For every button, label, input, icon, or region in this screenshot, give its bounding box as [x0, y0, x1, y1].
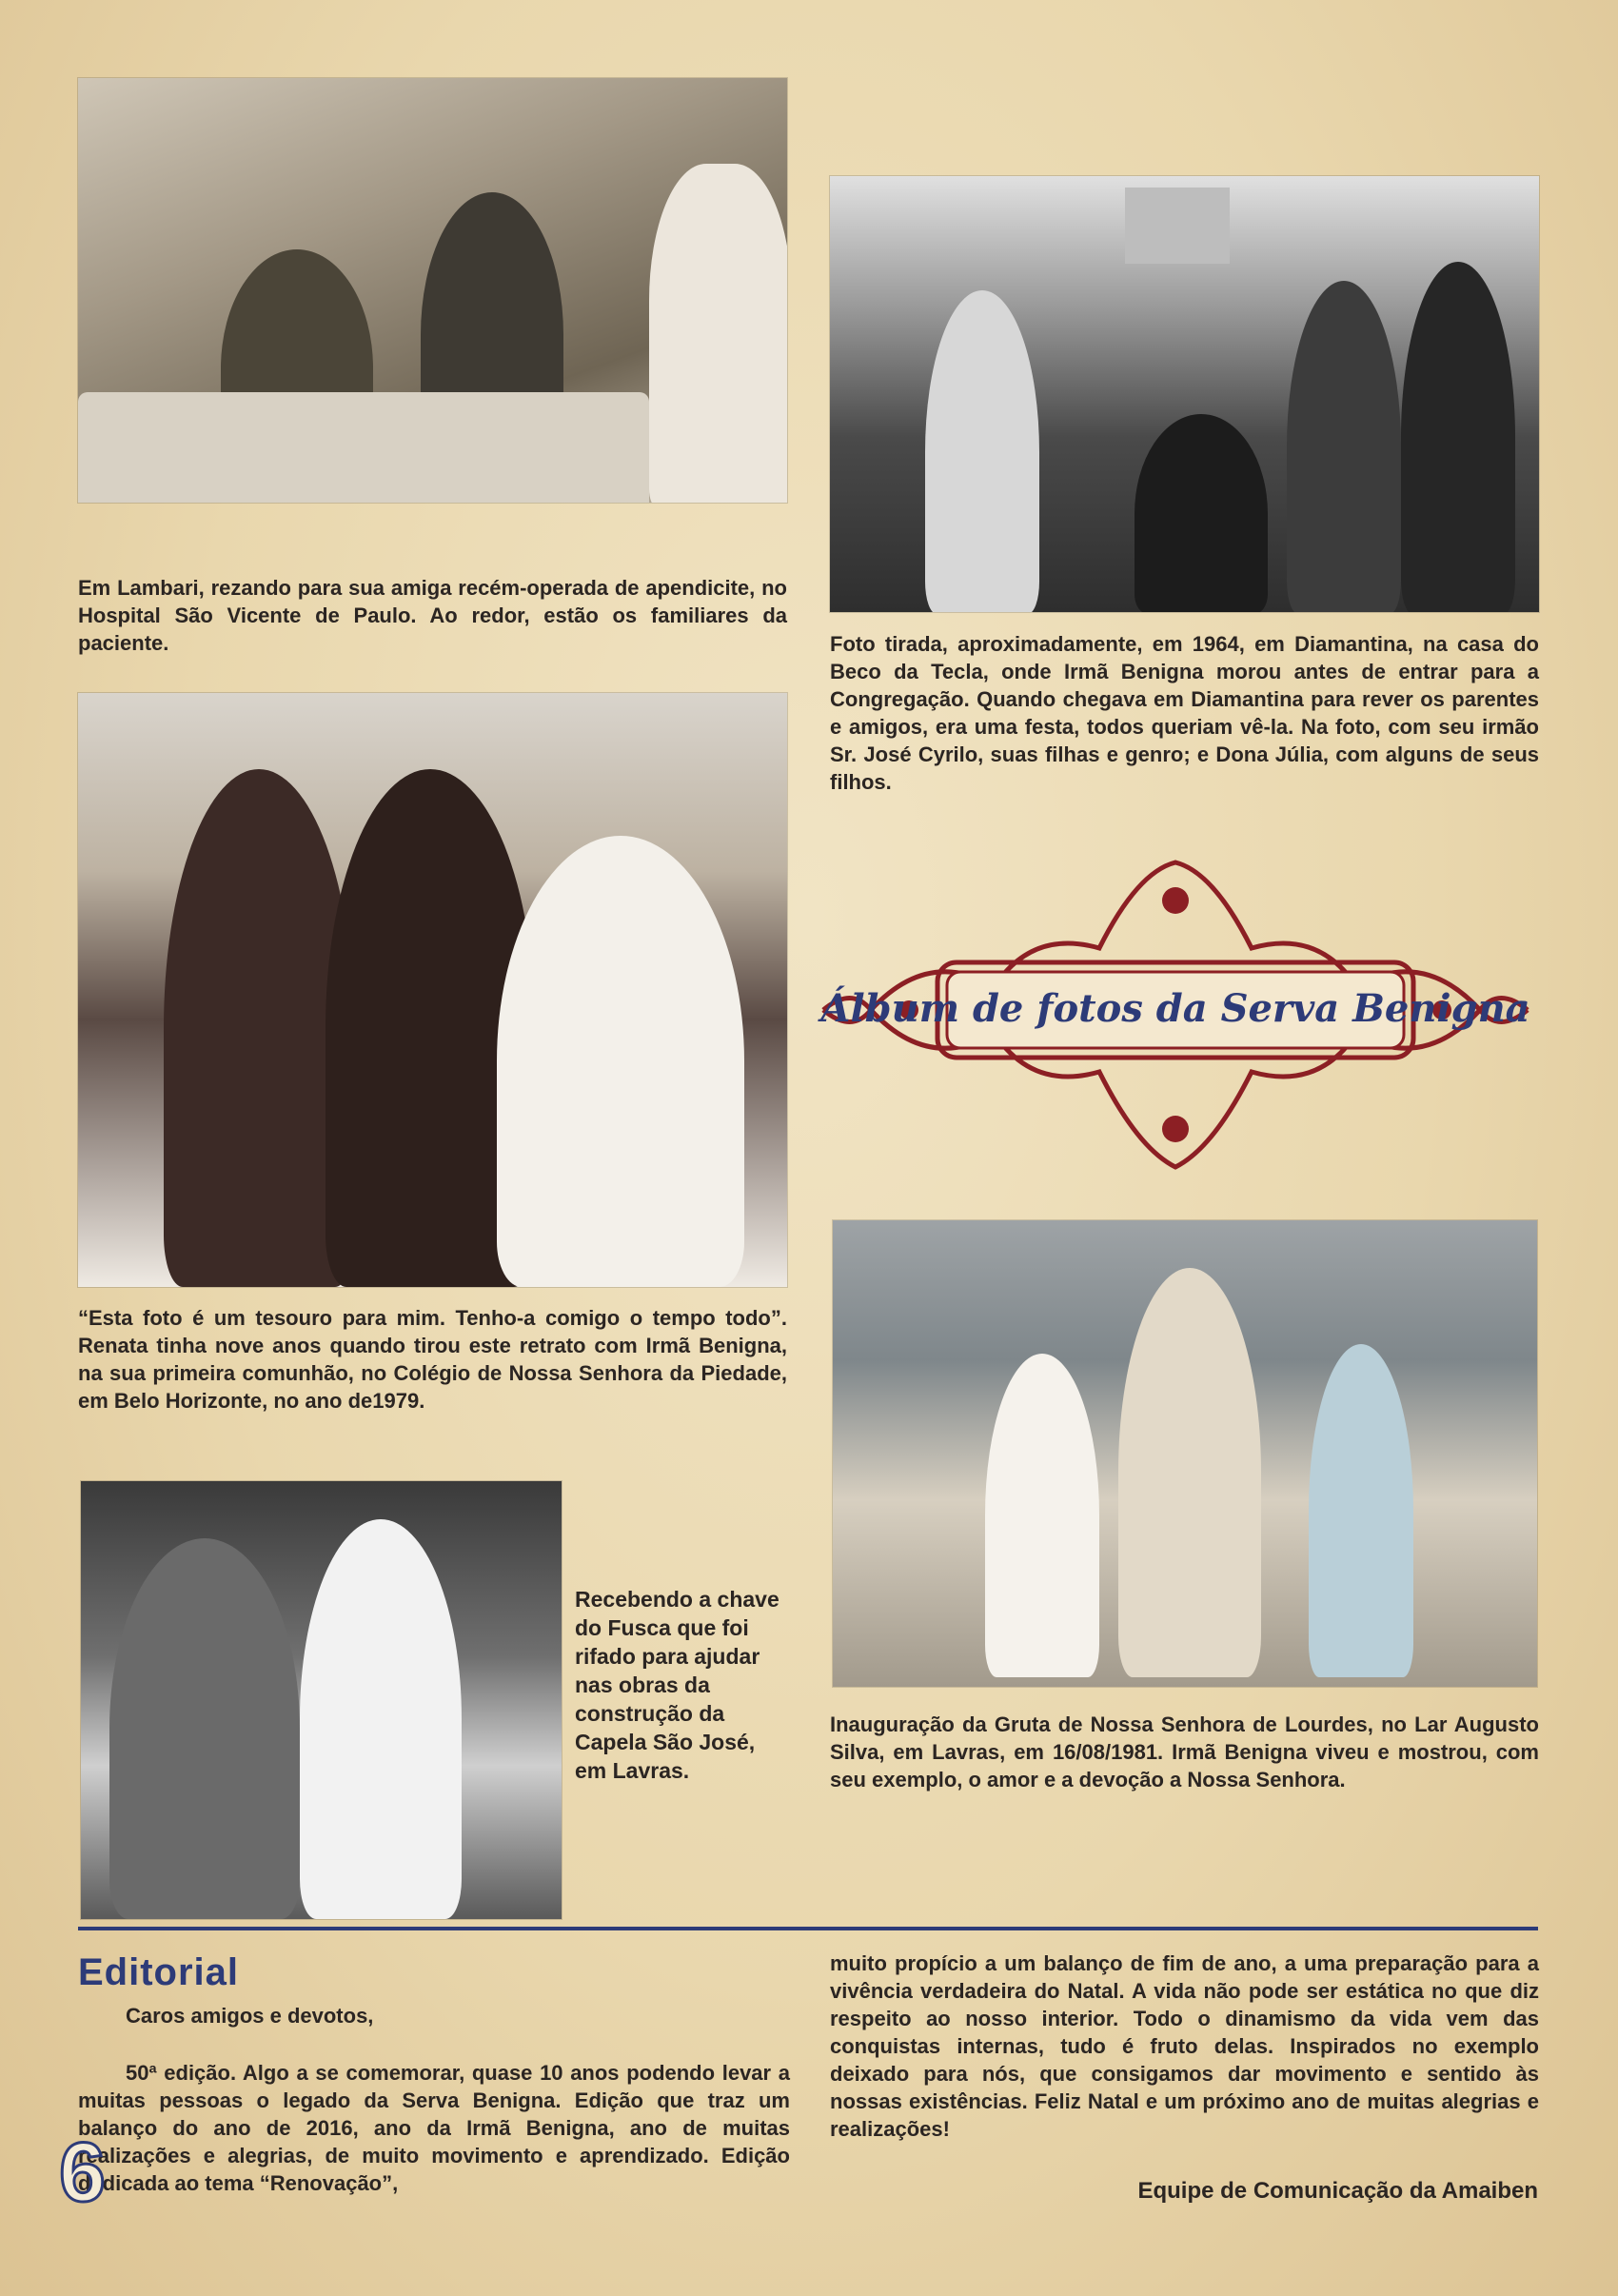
photo-hospital-lambari [78, 78, 787, 503]
caption-fusca: Recebendo a chave do Fusca que foi rifado para ajudar nas obras da construção da Capela São José, em Lavras. [575, 1587, 779, 1783]
editorial-signature: Equipe de Comunicação da Amaiben [1137, 2178, 1538, 2204]
photo-family-diamantina [830, 176, 1539, 612]
editorial-divider [78, 1927, 1538, 1930]
photo-gruta-lourdes [833, 1220, 1537, 1687]
album-title: Álbum de fotos da Serva Benigna [820, 986, 1530, 1031]
editorial-greeting: Caros amigos e devotos, [126, 2004, 374, 2028]
photo-fusca-key [81, 1481, 562, 1919]
editorial-col2: muito propício a um balanço de fim de ano, a uma preparação para a vivência verdadeira do Natal. A vida não pode ser estática no que diz respeito ao nosso interior. Todo o dinamismo da vida vem das conquistas internas, tudo é fruto delas. Inspirados no exemplo deixado para nós, que consigamos dar movimento e sentido às nossas existências. Feliz Natal e um próximo ano de muitas alegrias e realizações! [830, 1951, 1539, 2141]
editorial-col1: 50ª edição. Algo a se comemorar, quase 10 anos podendo levar a muitas pessoas o legado da Serva Benigna. Edição que traz um balanço do ano de 2016, ano da Irmã Benigna, ano de muitas realizações e alegrias, de muito movimento e aprendizado. Edição dedicada ao tema “Renovação”, [78, 2061, 790, 2195]
page-number: 6 [59, 2125, 106, 2219]
caption-lambari: Em Lambari, rezando para sua amiga recém-operada de apendicite, no Hospital São Vicente de Paulo. Ao redor, estão os familiares da paciente. [78, 576, 787, 655]
photo-first-communion [78, 693, 787, 1287]
album-title-ornament [814, 843, 1537, 1186]
caption-diamantina: Foto tirada, aproximadamente, em 1964, em Diamantina, na casa do Beco da Tecla, onde Irmã Benigna morou antes de entrar para a Congregação. Quando chegava em Diamantina para rever os parentes e amigos, era uma festa, todos queriam vê-la. Na foto, com seu irmão Sr. José Cyrilo, suas filhas e genro; e Dona Júlia, com alguns de seus filhos. [830, 632, 1539, 794]
editorial-title: Editorial [78, 1951, 240, 1993]
caption-gruta: Inauguração da Gruta de Nossa Senhora de Lourdes, no Lar Augusto Silva, em Lavras, em 16/08/1981. Irmã Benigna viveu e mostrou, com seu exemplo, o amor e a devoção a Nossa Senhora. [830, 1712, 1539, 1791]
caption-renata: “Esta foto é um tesouro para mim. Tenho-a comigo o tempo todo”. Renata tinha nove anos quando tirou este retrato com Irmã Benigna, na sua primeira comunhão, no Colégio de Nossa Senhora da Piedade, em Belo Horizonte, no ano de1979. [78, 1306, 787, 1413]
